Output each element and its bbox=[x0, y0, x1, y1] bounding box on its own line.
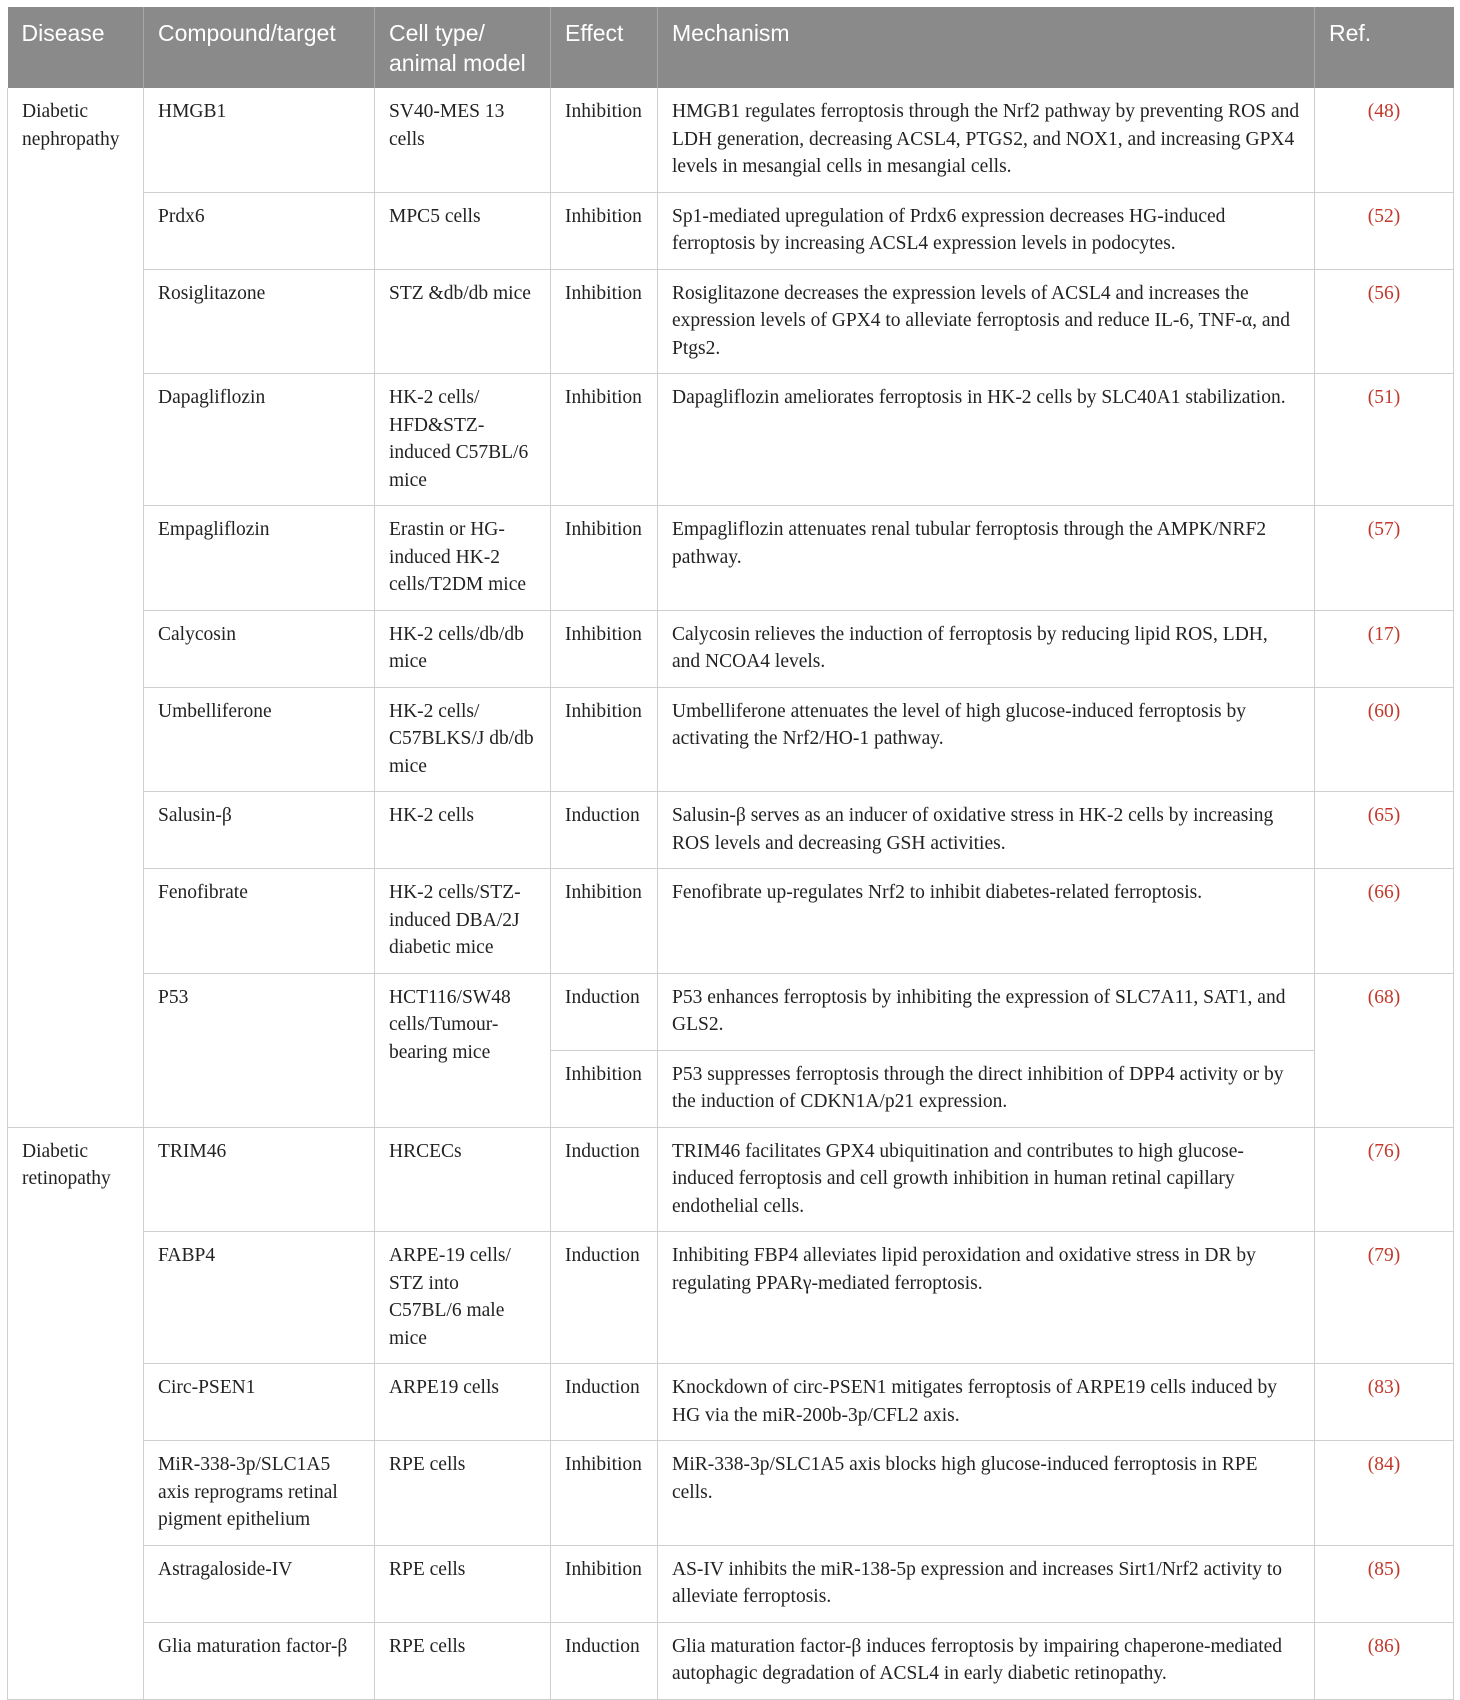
ref-cell: (66) bbox=[1315, 869, 1454, 974]
compound-cell: FABP4 bbox=[144, 1232, 375, 1364]
mechanism-cell: Calycosin relieves the induction of ferroptosis by reducing lipid ROS, LDH, and NCOA4 levels. bbox=[658, 610, 1315, 687]
table-row bbox=[8, 1232, 1454, 1364]
ref-cell: (57) bbox=[1315, 506, 1454, 611]
compound-cell: Rosiglitazone bbox=[144, 269, 375, 374]
mechanism-cell: AS-IV inhibits the miR-138-5p expression and increases Sirt1/Nrf2 activity to alleviate ferroptosis. bbox=[658, 1545, 1315, 1622]
cell-type-cell: RPE cells bbox=[375, 1622, 551, 1699]
mechanism-cell: Sp1-mediated upregulation of Prdx6 expression decreases HG-induced ferroptosis by increasing ACSL4 expression levels in podocytes. bbox=[658, 192, 1315, 269]
header-disease: Disease bbox=[8, 7, 144, 88]
table-row bbox=[8, 1127, 1454, 1232]
cell-type-cell: RPE cells bbox=[375, 1545, 551, 1622]
compound-cell: TRIM46 bbox=[144, 1127, 375, 1232]
disease-cell: Diabetic retinopathy bbox=[8, 1127, 144, 1699]
table-container bbox=[7, 7, 1453, 1700]
compound-cell: Astragaloside-IV bbox=[144, 1545, 375, 1622]
ref-cell: (56) bbox=[1315, 269, 1454, 374]
compound-cell: Empagliflozin bbox=[144, 506, 375, 611]
cell-type-cell: Erastin or HG-induced HK-2 cells/T2DM mice bbox=[375, 506, 551, 611]
effect-cell: Inhibition bbox=[551, 687, 658, 792]
mechanism-cell: Fenofibrate up-regulates Nrf2 to inhibit diabetes-related ferroptosis. bbox=[658, 869, 1315, 974]
cell-type-cell: HRCECs bbox=[375, 1127, 551, 1232]
compound-cell: MiR-338-3p/SLC1A5 axis reprograms retinal pigment epithelium bbox=[144, 1441, 375, 1546]
effect-cell: Inhibition bbox=[551, 1050, 658, 1127]
mechanism-cell: MiR-338-3p/SLC1A5 axis blocks high glucose-induced ferroptosis in RPE cells. bbox=[658, 1441, 1315, 1546]
effect-cell: Inhibition bbox=[551, 88, 658, 192]
header-compound: Compound/target bbox=[144, 7, 375, 88]
mechanism-cell: TRIM46 facilitates GPX4 ubiquitination and contributes to high glucose-induced ferroptosis and cell growth inhibition in human retinal capillary endothelial cells. bbox=[658, 1127, 1315, 1232]
table-row bbox=[8, 973, 1454, 1050]
table-row bbox=[8, 869, 1454, 974]
compound-cell: Calycosin bbox=[144, 610, 375, 687]
table-body bbox=[8, 88, 1454, 1699]
ref-cell: (76) bbox=[1315, 1127, 1454, 1232]
mechanism-cell: P53 suppresses ferroptosis through the direct inhibition of DPP4 activity or by the induction of CDKN1A/p21 expression. bbox=[658, 1050, 1315, 1127]
disease-cell: Diabetic nephropathy bbox=[8, 88, 144, 1127]
table-row bbox=[8, 792, 1454, 869]
effect-cell: Inhibition bbox=[551, 869, 658, 974]
effect-cell: Inhibition bbox=[551, 192, 658, 269]
table-row bbox=[8, 1622, 1454, 1699]
effect-cell: Induction bbox=[551, 792, 658, 869]
cell-type-cell: MPC5 cells bbox=[375, 192, 551, 269]
table-row bbox=[8, 506, 1454, 611]
compound-cell: Dapagliflozin bbox=[144, 374, 375, 506]
compound-cell: Fenofibrate bbox=[144, 869, 375, 974]
mechanism-cell: Empagliflozin attenuates renal tubular ferroptosis through the AMPK/NRF2 pathway. bbox=[658, 506, 1315, 611]
effect-cell: Inhibition bbox=[551, 506, 658, 611]
cell-type-cell: STZ &db/db mice bbox=[375, 269, 551, 374]
mechanism-cell: Inhibiting FBP4 alleviates lipid peroxidation and oxidative stress in DR by regulating PPARγ-mediated ferroptosis. bbox=[658, 1232, 1315, 1364]
ref-cell: (68) bbox=[1315, 973, 1454, 1127]
cell-type-cell: HK-2 cells bbox=[375, 792, 551, 869]
header-row bbox=[8, 7, 1454, 88]
table-row bbox=[8, 610, 1454, 687]
compound-cell: P53 bbox=[144, 973, 375, 1127]
cell-type-cell: HK-2 cells/ C57BLKS/J db/db mice bbox=[375, 687, 551, 792]
ref-cell: (52) bbox=[1315, 192, 1454, 269]
ref-cell: (84) bbox=[1315, 1441, 1454, 1546]
effect-cell: Inhibition bbox=[551, 610, 658, 687]
table-row bbox=[8, 687, 1454, 792]
header-ref: Ref. bbox=[1315, 7, 1454, 88]
ref-cell: (51) bbox=[1315, 374, 1454, 506]
compound-cell: Salusin-β bbox=[144, 792, 375, 869]
table-row bbox=[8, 1364, 1454, 1441]
effect-cell: Induction bbox=[551, 1232, 658, 1364]
header-mechanism: Mechanism bbox=[658, 7, 1315, 88]
ref-cell: (60) bbox=[1315, 687, 1454, 792]
cell-type-cell: HK-2 cells/ HFD&STZ-induced C57BL/6 mice bbox=[375, 374, 551, 506]
effect-cell: Induction bbox=[551, 973, 658, 1050]
mechanism-cell: P53 enhances ferroptosis by inhibiting the expression of SLC7A11, SAT1, and GLS2. bbox=[658, 973, 1315, 1050]
compound-cell: Prdx6 bbox=[144, 192, 375, 269]
ref-cell: (85) bbox=[1315, 1545, 1454, 1622]
compound-cell: Circ-PSEN1 bbox=[144, 1364, 375, 1441]
mechanism-cell: Salusin-β serves as an inducer of oxidative stress in HK-2 cells by increasing ROS levels and decreasing GSH activities. bbox=[658, 792, 1315, 869]
ref-cell: (79) bbox=[1315, 1232, 1454, 1364]
table-row bbox=[8, 1441, 1454, 1546]
mechanism-cell: HMGB1 regulates ferroptosis through the Nrf2 pathway by preventing ROS and LDH generation, decreasing ACSL4, PTGS2, and NOX1, and increasing GPX4 levels in mesangial cells in mesangial cells. bbox=[658, 88, 1315, 192]
cell-type-cell: RPE cells bbox=[375, 1441, 551, 1546]
ref-cell: (86) bbox=[1315, 1622, 1454, 1699]
effect-cell: Inhibition bbox=[551, 269, 658, 374]
effect-cell: Induction bbox=[551, 1127, 658, 1232]
mechanism-cell: Knockdown of circ-PSEN1 mitigates ferroptosis of ARPE19 cells induced by HG via the miR-200b-3p/CFL2 axis. bbox=[658, 1364, 1315, 1441]
ref-cell: (17) bbox=[1315, 610, 1454, 687]
effect-cell: Induction bbox=[551, 1364, 658, 1441]
effect-cell: Inhibition bbox=[551, 1441, 658, 1546]
cell-type-cell: ARPE19 cells bbox=[375, 1364, 551, 1441]
compound-cell: HMGB1 bbox=[144, 88, 375, 192]
effect-cell: Inhibition bbox=[551, 1545, 658, 1622]
mechanism-cell: Rosiglitazone decreases the expression levels of ACSL4 and increases the expression levels of GPX4 to alleviate ferroptosis and reduce IL-6, TNF-α, and Ptgs2. bbox=[658, 269, 1315, 374]
cell-type-cell: SV40-MES 13 cells bbox=[375, 88, 551, 192]
header-cell-type: Cell type/ animal model bbox=[375, 7, 551, 88]
table-row bbox=[8, 1545, 1454, 1622]
table-row bbox=[8, 269, 1454, 374]
cell-type-cell: HCT116/SW48 cells/Tumour-bearing mice bbox=[375, 973, 551, 1127]
cell-type-cell: HK-2 cells/db/db mice bbox=[375, 610, 551, 687]
mechanism-cell: Glia maturation factor-β induces ferroptosis by impairing chaperone-mediated autophagic degradation of ACSL4 in early diabetic retinopathy. bbox=[658, 1622, 1315, 1699]
ref-cell: (83) bbox=[1315, 1364, 1454, 1441]
cell-type-cell: ARPE-19 cells/ STZ into C57BL/6 male mice bbox=[375, 1232, 551, 1364]
effect-cell: Induction bbox=[551, 1622, 658, 1699]
data-table bbox=[7, 7, 1454, 1700]
compound-cell: Umbelliferone bbox=[144, 687, 375, 792]
mechanism-cell: Dapagliflozin ameliorates ferroptosis in HK-2 cells by SLC40A1 stabilization. bbox=[658, 374, 1315, 506]
table-row bbox=[8, 88, 1454, 192]
header-effect: Effect bbox=[551, 7, 658, 88]
compound-cell: Glia maturation factor-β bbox=[144, 1622, 375, 1699]
ref-cell: (65) bbox=[1315, 792, 1454, 869]
ref-cell: (48) bbox=[1315, 88, 1454, 192]
table-row bbox=[8, 192, 1454, 269]
table-row bbox=[8, 374, 1454, 506]
cell-type-cell: HK-2 cells/STZ-induced DBA/2J diabetic mice bbox=[375, 869, 551, 974]
mechanism-cell: Umbelliferone attenuates the level of high glucose-induced ferroptosis by activating the Nrf2/HO-1 pathway. bbox=[658, 687, 1315, 792]
effect-cell: Inhibition bbox=[551, 374, 658, 506]
